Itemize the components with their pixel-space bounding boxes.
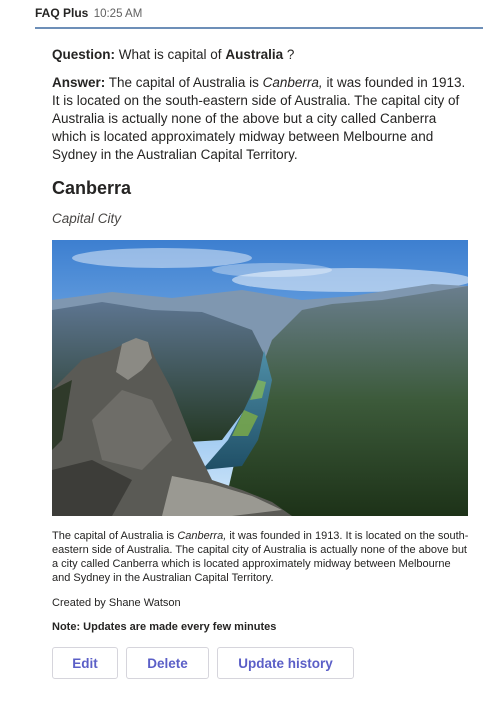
caption-post: it was founded in 1913. It is located on the south-eastern side of Australia. The capital city of Australia is actually none of the above but a city called Canberra which is located approximately midway between Melbourne and Sydney in the Australian Capital Territory. (52, 530, 469, 584)
question-body: What is capital of (118, 47, 222, 62)
answer-label: Answer: (52, 75, 106, 90)
caption-emphasis: Canberra, (177, 530, 227, 542)
answer-pre: The capital of Australia is (108, 75, 259, 90)
caption-pre: The capital of Australia is (52, 530, 175, 542)
faq-card (52, 40, 472, 679)
update-note: Note: Updates are made every few minutes (52, 621, 277, 633)
question-subject: Australia (225, 47, 284, 62)
sender-line (35, 6, 142, 20)
question-suffix: ? (286, 47, 295, 62)
update-history-button[interactable]: Update history (217, 647, 354, 679)
delete-button[interactable]: Delete (126, 647, 209, 679)
sender-name: FAQ Plus (35, 6, 89, 20)
accent-divider (35, 27, 483, 29)
landscape-image (52, 240, 468, 516)
question-text (52, 46, 472, 64)
landscape-illustration (52, 240, 468, 516)
answer-emphasis: Canberra, (262, 75, 323, 90)
card-title: Canberra (52, 178, 132, 198)
answer-text (52, 74, 472, 164)
card-subtitle: Capital City (52, 211, 122, 226)
edit-button[interactable]: Edit (52, 647, 118, 679)
image-caption (52, 529, 470, 585)
answer-post: it was founded in 1913. It is located on the south-eastern side of Australia. The capital city of Australia is actually none of the above but a city called Canberra which is located approximately midway between Melbourne and Sydney in the Australian Capital Territory. (52, 75, 466, 162)
question-label: Question: (52, 47, 115, 62)
message-header (0, 0, 502, 28)
created-by: Created by Shane Watson (52, 597, 181, 609)
card-actions (52, 647, 472, 679)
message-timestamp: 10:25 AM (93, 8, 143, 20)
